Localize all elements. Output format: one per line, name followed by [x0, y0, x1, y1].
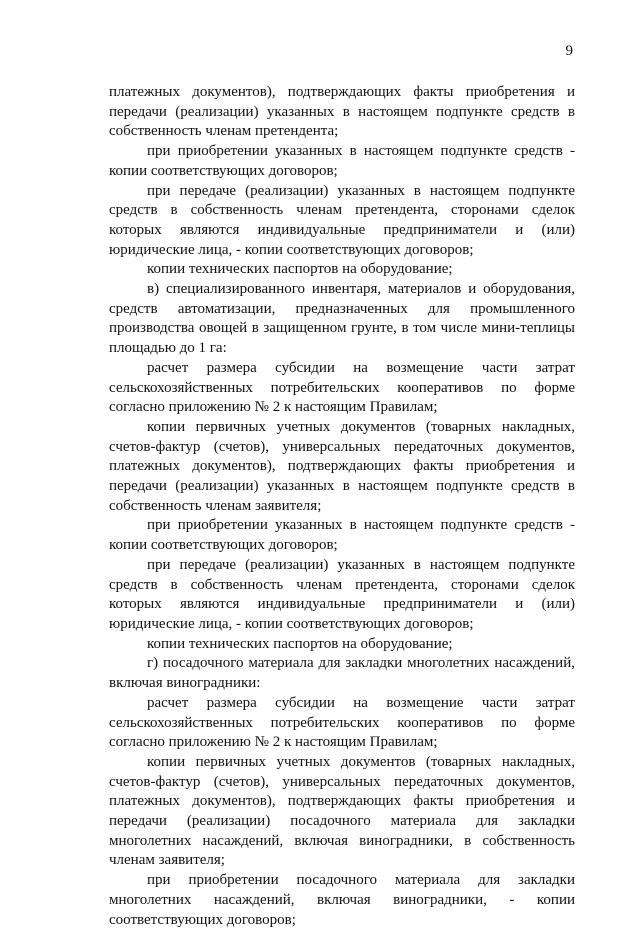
paragraph-13: копии первичных учетных документов (товарных накладных, счетов-фактур (счетов), универсальных передаточных документов, платежных документов), подтверждающих факты приобретения и передачи (реализации) посадочного материала для закладки многолетних насаждений, включая виноградники, в собственность членам заявителя;	[109, 753, 575, 869]
paragraph-8: при приобретении указанных в настоящем подпункте средств - копии соответствующих договоров;	[109, 517, 575, 554]
paragraph-9: при передаче (реализации) указанных в настоящем подпункте средств в собственность членам претендента, сторонами сделок которых являются индивидуальные предприниматели и (или) юридические лица, - копии соответствующих договоров;	[109, 556, 575, 632]
paragraph-1: платежных документов), подтверждающих факты приобретения и передачи (реализации) указанных в настоящем подпункте средств в собственность членам претендента;	[109, 84, 575, 140]
page-number: 9	[565, 43, 573, 59]
paragraph-14: при приобретении посадочного материала для закладки многолетних насаждений, включая виноградники, - копии соответствующих договоров;	[109, 872, 575, 928]
paragraph-7: копии первичных учетных документов (товарных накладных, счетов-фактур (счетов), универсальных передаточных документов, платежных документов), подтверждающих факты приобретения и передачи (реализации) указанных в настоящем подпункте средств в собственность членам заявителя;	[109, 418, 575, 514]
paragraph-4: копии технических паспортов на оборудование;	[147, 261, 453, 278]
paragraph-6: расчет размера субсидии на возмещение части затрат сельскохозяйственных потребительских кооперативов по форме согласно приложению № 2 к настоящим Правилам;	[109, 359, 575, 416]
paragraph-2: при приобретении указанных в настоящем подпункте средств - копии соответствующих договоров;	[109, 143, 575, 179]
paragraph-10: копии технических паспортов на оборудование;	[147, 635, 453, 652]
paragraph-3: при передаче (реализации) указанных в настоящем подпункте средств в собственность членам претендента, сторонами сделок которых являются индивидуальные предприниматели и (или) юридические лица, - копии соответствующих договоров;	[109, 182, 575, 258]
document-body	[109, 83, 575, 930]
paragraph-5: в) специализированного инвентаря, материалов и оборудования, средств автоматизации, предназначенных для промышленного производства овощей в защищенном грунте, в том числе мини-теплицы площадью до 1 га:	[109, 281, 575, 357]
paragraph-11: г) посадочного материала для закладки многолетних насаждений, включая виноградники:	[109, 655, 575, 692]
paragraph-12: расчет размера субсидии на возмещение части затрат сельскохозяйственных потребительских кооперативов по форме согласно приложению № 2 к настоящим Правилам;	[109, 694, 575, 751]
